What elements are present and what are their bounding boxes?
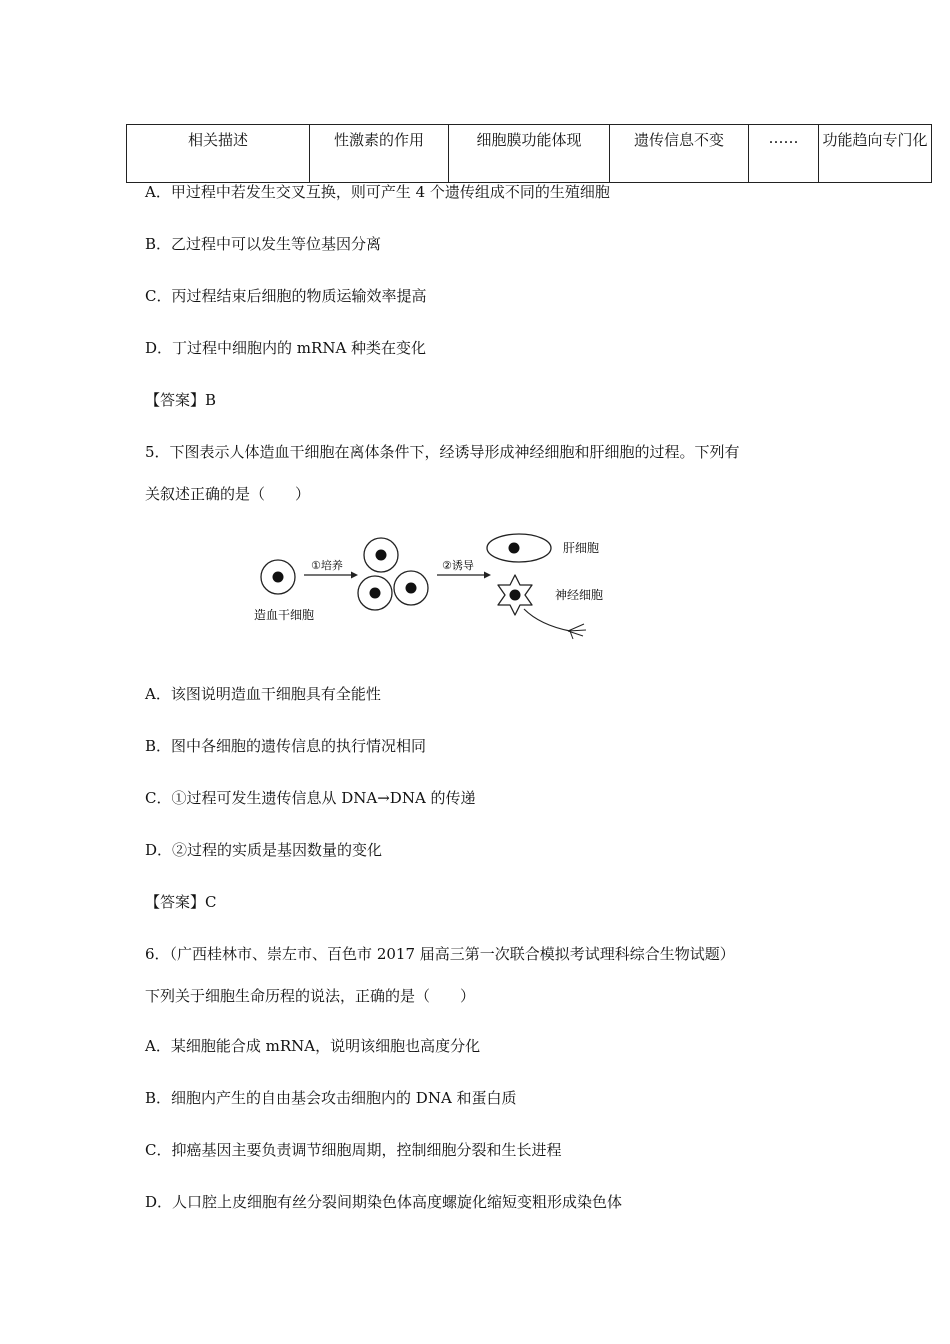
q6-stem-line2: 下列关于细胞生命历程的说法，正确的是（ ） [145,987,476,1005]
q5-option-c: C．①过程可发生遗传信息从 DNA→DNA 的传递 [145,789,476,807]
arrow-icon [484,572,491,579]
table-cell: 细胞膜功能体现 [449,125,610,183]
q5-answer: 【答案】C [145,893,217,911]
stem-cell-label: 造血干细胞 [254,608,315,622]
q4-option-b: B．乙过程中可以发生等位基因分离 [145,235,382,253]
step2-label: ②诱导 [442,559,474,572]
q4-option-a: A．甲过程中若发生交叉互换，则可产生 4 个遗传组成不同的生殖细胞 [145,183,610,201]
q6-option-c: C．抑癌基因主要负责调节细胞周期，控制细胞分裂和生长进程 [145,1141,562,1159]
description-table [126,124,932,183]
q4-option-c: C．丙过程结束后细胞的物质运输效率提高 [145,287,427,305]
q6-option-b: B．细胞内产生的自由基会攻击细胞内的 DNA 和蛋白质 [145,1089,517,1107]
q6-stem-line1: 6．（广西桂林市、崇左市、百色市 2017 届高三第一次联合模拟考试理科综合生物试题） [145,945,735,963]
table-cell: 遗传信息不变 [610,125,749,183]
table-cell: 相关描述 [127,125,310,183]
liver-cell-label: 肝细胞 [563,541,600,555]
q4-option-d: D．丁过程中细胞内的 mRNA 种类在变化 [145,339,427,357]
q5-option-b: B．图中各细胞的遗传信息的执行情况相同 [145,737,427,755]
q5-stem-line1: 5．下图表示人体造血干细胞在离体条件下，经诱导形成神经细胞和肝细胞的过程。下列有 [145,443,740,461]
arrow-icon [351,572,358,579]
cell-differentiation-figure [240,525,620,650]
q5-option-a: A．该图说明造血干细胞具有全能性 [145,685,381,703]
q6-option-a: A．某细胞能合成 mRNA，说明该细胞也高度分化 [145,1037,481,1055]
table-row [127,125,932,183]
step1-label: ①培养 [311,559,343,572]
q4-answer: 【答案】B [145,391,217,409]
table-cell: 性激素的作用 [310,125,449,183]
nerve-cell-label: 神经细胞 [555,588,604,602]
q5-stem-line2: 关叙述正确的是（ ） [145,485,311,503]
q5-option-d: D．②过程的实质是基因数量的变化 [145,841,383,859]
table-cell: …… [749,125,819,183]
q6-option-d: D．人口腔上皮细胞有丝分裂间期染色体高度螺旋化缩短变粗形成染色体 [145,1193,623,1211]
table-cell: 功能趋向专门化 [819,125,932,183]
